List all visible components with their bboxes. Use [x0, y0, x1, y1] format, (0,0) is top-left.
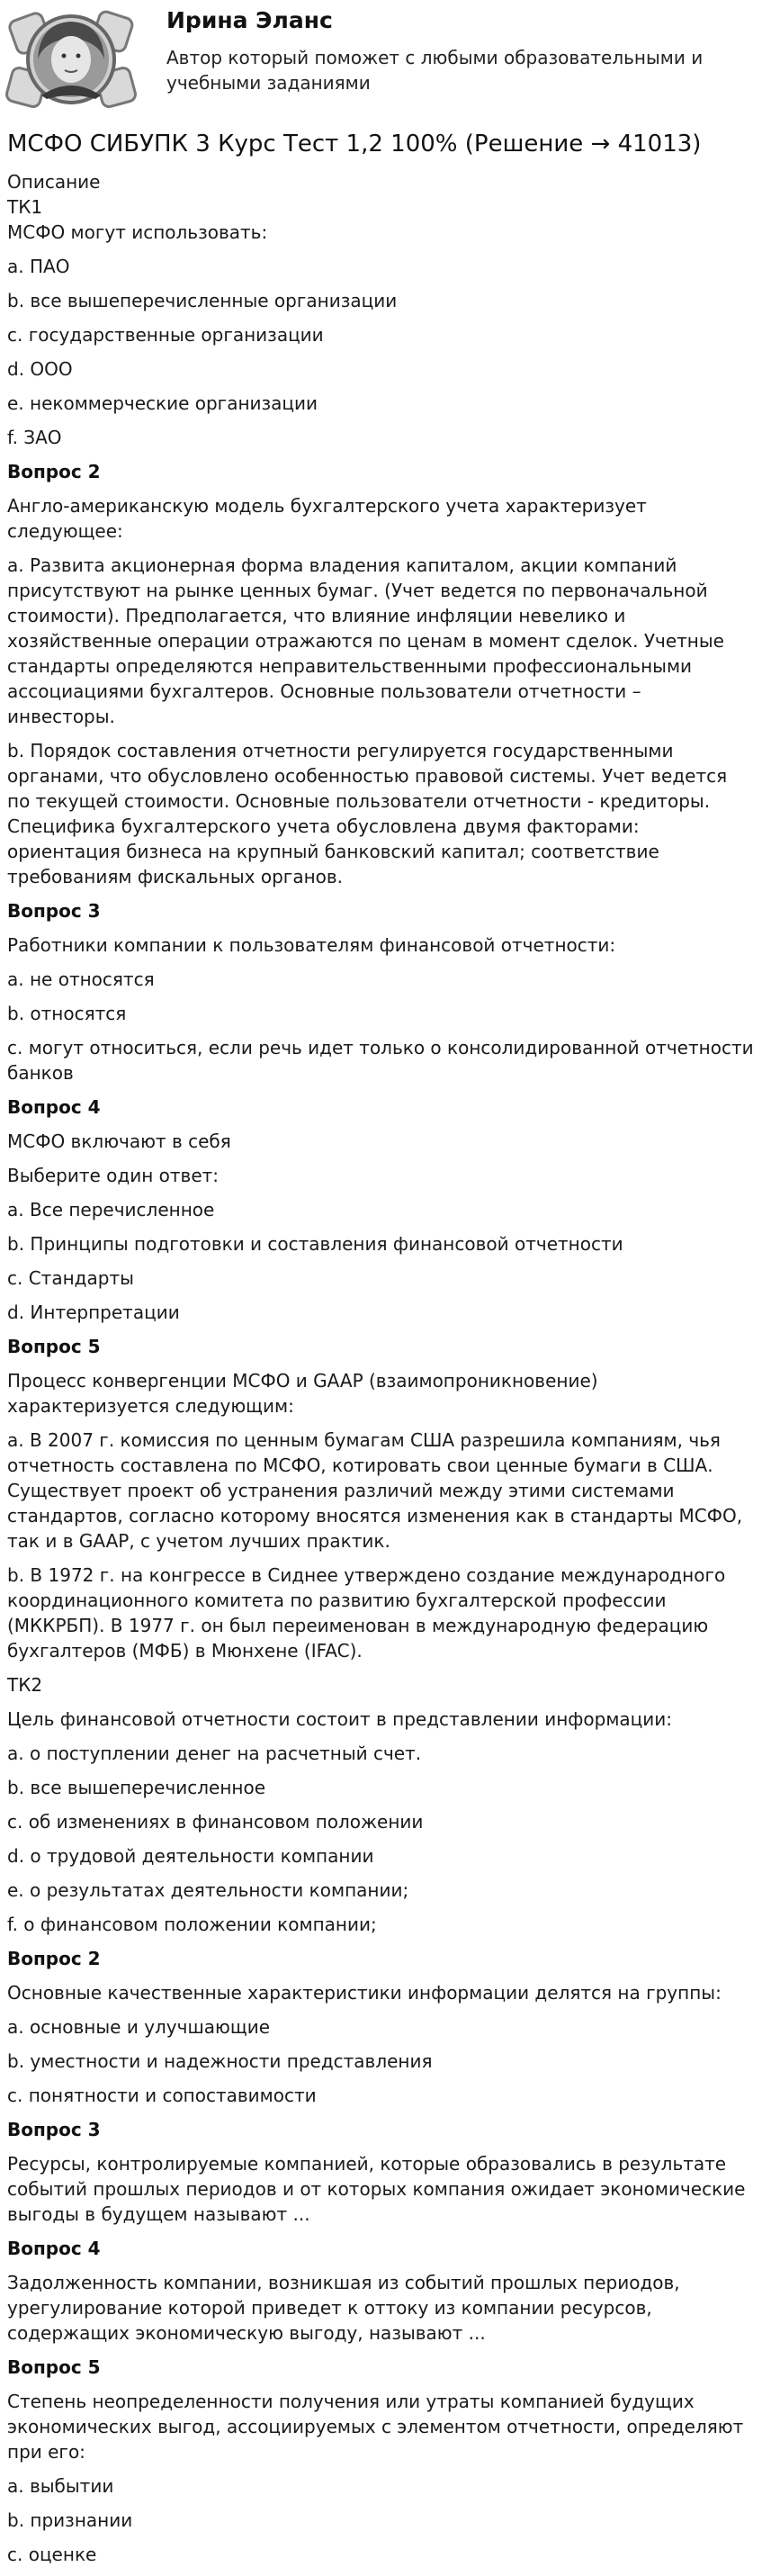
- text-line: d. Интерпретации: [7, 1302, 180, 1323]
- text-line: b. все вышеперечисленное: [7, 1777, 266, 1798]
- text-line: c. государственные организации: [7, 324, 324, 346]
- text-line: b. относятся: [7, 1003, 127, 1024]
- question-heading: Вопрос 3: [7, 2119, 101, 2140]
- author-header: [0, 0, 762, 158]
- text-line: d. о трудовой деятельности компании: [7, 1845, 374, 1867]
- question-heading: Вопрос 2: [7, 461, 101, 482]
- author-avatar: [5, 5, 137, 115]
- text-line: c. могут относиться, если речь идет только о консолидированной отчетности банков: [7, 1037, 754, 1084]
- question-list: [7, 194, 754, 2567]
- text-line: Задолженность компании, возникшая из событий прошлых периодов, урегулирование которой приведет к оттоку из компании ресурсов, содержащих экономическую выгоду, называют ...: [7, 2272, 680, 2344]
- question-heading: Вопрос 4: [7, 1096, 101, 1118]
- text-line: f. ЗАО: [7, 427, 62, 448]
- text-line: a. ПАО: [7, 256, 70, 277]
- text-line: a. Все перечисленное: [7, 1199, 215, 1220]
- text-line: c. Стандарты: [7, 1267, 134, 1289]
- question-heading: Вопрос 2: [7, 1948, 101, 1969]
- text-line: a. о поступлении денег на расчетный счет.: [7, 1743, 422, 1764]
- text-line: Процесс конвергенции МСФО и GAAP (взаимопроникновение) характеризуется следующим:: [7, 1370, 598, 1417]
- text-line: b. В 1972 г. на конгрессе в Сиднее утверждено создание международного координационного комитета по развитию бухгалтерской профессии (МККРБП). В 1977 г. он был переименован в международную федерацию бухгалтеров (МФБ) в Мюнхене (IFAC).: [7, 1564, 726, 1662]
- text-line: c. оценке: [7, 2544, 97, 2565]
- text-line: Ресурсы, контролируемые компанией, которые образовались в результате событий прошлых периодов и от которых компания ожидает экономические выгоды в будущем называют ...: [7, 2153, 746, 2225]
- section-label: ТК1: [7, 196, 43, 218]
- text-line: a. В 2007 г. комиссия по ценным бумагам США разрешила компаниям, чья отчетность составлена по МСФО, котировать свои ценные бумаги в США. Существует проект об устранения различий между этими системами стандартов, согласно которому вносятся изменения как в стандарты МСФО, так и в GAAP, с учетом лучших практик.: [7, 1429, 743, 1552]
- author-name[interactable]: Ирина Эланс: [166, 7, 333, 33]
- text-line: Цель финансовой отчетности состоит в представлении информации:: [7, 1708, 673, 1730]
- question-heading: Вопрос 4: [7, 2238, 101, 2259]
- document-content: [7, 169, 754, 2576]
- text-line: Степень неопределенности получения или утраты компанией будущих экономических выгод, ассоциируемых с элементом отчетности, определяют при его:: [7, 2391, 744, 2463]
- text-line: c. понятности и сопоставимости: [7, 2085, 317, 2106]
- text-line: a. основные и улучшающие: [7, 2016, 270, 2038]
- question-heading: Вопрос 5: [7, 2356, 101, 2378]
- text-line: МСФО включают в себя: [7, 1130, 231, 1152]
- page-title: МСФО СИБУПК 3 Курс Тест 1,2 100% (Решение → 41013): [7, 131, 702, 158]
- author-description: Автор который поможет с любыми образовательными и учебными заданиями: [166, 47, 704, 94]
- text-line: b. все вышеперечисленные организации: [7, 290, 398, 311]
- text-line: Работники компании к пользователям финансовой отчетности:: [7, 934, 616, 956]
- question-heading: Вопрос 3: [7, 900, 101, 922]
- question-heading: Вопрос 5: [7, 1336, 101, 1357]
- text-line: b. признании: [7, 2509, 133, 2531]
- text-line: b. уместности и надежности представления: [7, 2050, 433, 2072]
- text-line: f. о финансовом положении компании;: [7, 1914, 377, 1935]
- text-line: c. об изменениях в финансовом положении: [7, 1811, 424, 1833]
- text-line: a. не относятся: [7, 968, 155, 990]
- text-line: b. Принципы подготовки и составления финансовой отчетности: [7, 1233, 623, 1255]
- text-line: Основные качественные характеристики информации делятся на группы:: [7, 1982, 722, 2004]
- text-line: a. Развита акционерная форма владения капиталом, акции компаний присутствуют на рынке ценных бумаг. (Учет ведется по первоначальной стоимости). Предполагается, что влияние инфляции невелико и хозяйственные операции отражаются по ценам в момент сделок. Учетные стандарты определяются неправительственными профессиональными ассоциациями бухгалтеров. Основные пользователи отчетности – инвесторы.: [7, 554, 724, 727]
- text-line: d. ООО: [7, 358, 73, 380]
- text-line: МСФО могут использовать:: [7, 221, 268, 243]
- section-label: Описание: [7, 171, 101, 193]
- text-line: ТК2: [7, 1674, 43, 1696]
- text-line: e. некоммерческие организации: [7, 392, 318, 414]
- text-line: Выберите один ответ:: [7, 1165, 220, 1186]
- text-line: b. Порядок составления отчетности регулируется государственными органами, что обусловлено особенностью правовой системы. Учет ведется по текущей стоимости. Основные пользователи отчетности - кредиторы. Специфика бухгалтерского учета обусловлена двумя факторами: ориентация бизнеса на крупный банковский капитал; соответствие требованиям фискальных органов.: [7, 740, 728, 887]
- text-line: e. о результатах деятельности компании;: [7, 1879, 409, 1901]
- text-line: a. выбытии: [7, 2475, 114, 2497]
- text-line: Англо-американскую модель бухгалтерского учета характеризует следующее:: [7, 495, 647, 542]
